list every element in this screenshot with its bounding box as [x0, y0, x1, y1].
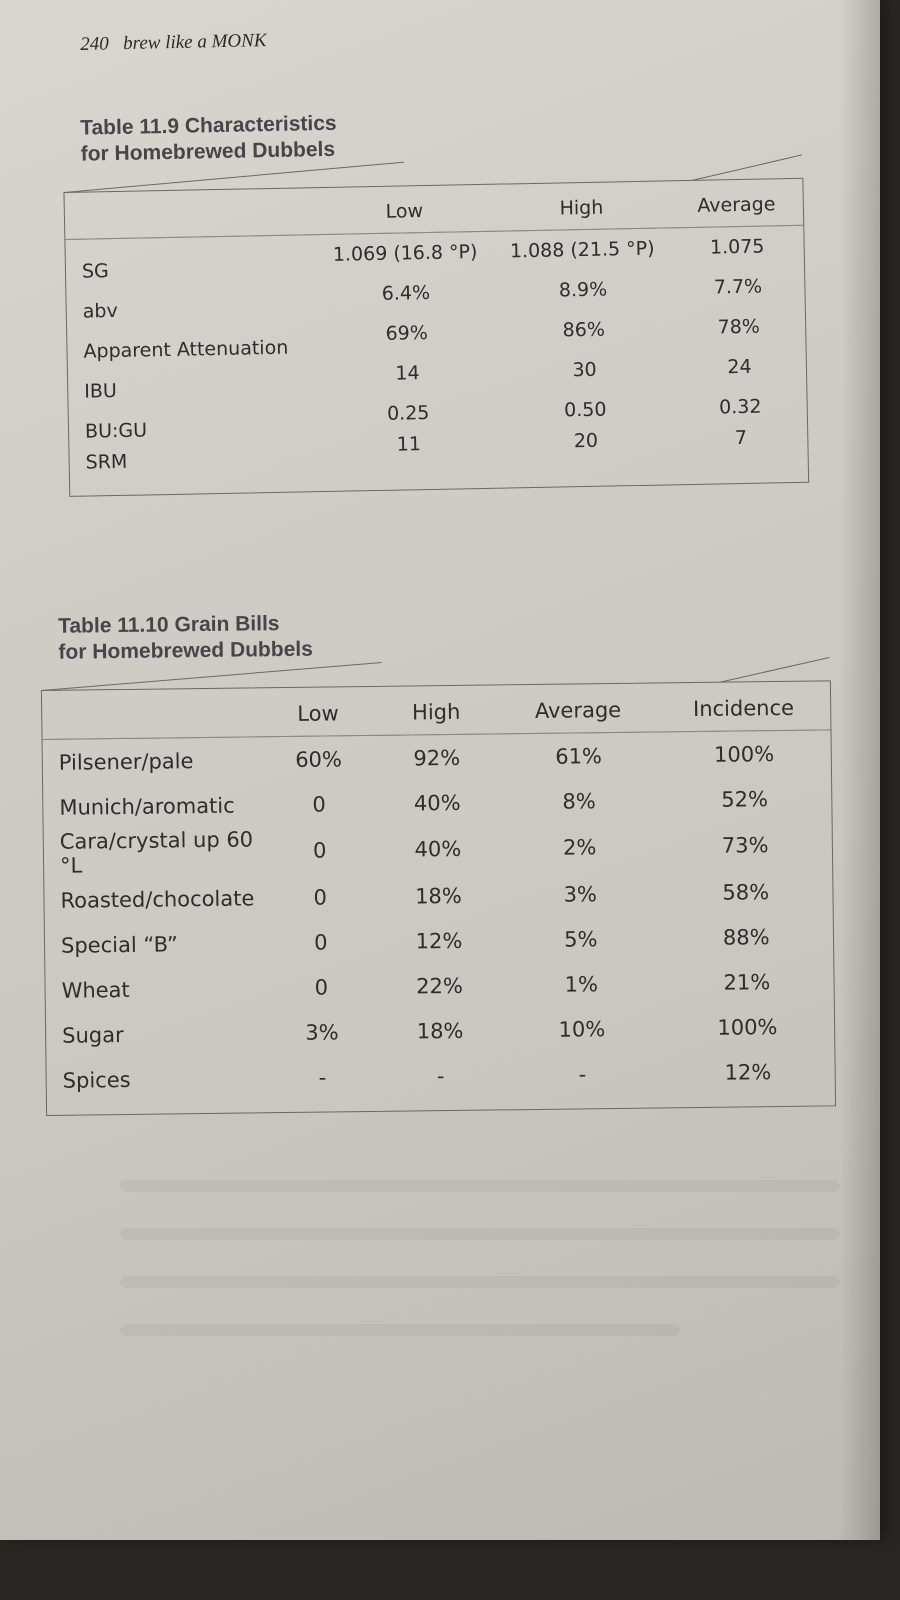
bleed-through-line [120, 1180, 840, 1192]
characteristics-table-block [62, 102, 809, 497]
page-number: 240 [80, 33, 109, 55]
cell-low: 0 [312, 838, 327, 863]
cell-high: 22% [416, 973, 464, 998]
cell-high: 92% [413, 745, 461, 770]
row-label: Munich/aromatic [59, 793, 235, 820]
cell-incidence: 12% [724, 1059, 772, 1085]
cell-low: 0 [314, 975, 329, 1000]
cell-low: 11 [396, 433, 422, 456]
cell-low: 0 [312, 792, 326, 817]
caption-line-2: for Homebrewed Dubbels [80, 137, 336, 166]
running-header [80, 30, 267, 56]
cell-incidence: 21% [723, 969, 771, 995]
cell-low: 6.4% [381, 281, 431, 305]
cell-incidence: 73% [721, 833, 769, 858]
column-header-label [42, 688, 263, 739]
caption-line-1: Table 11.9 Characteristics [80, 111, 337, 140]
column-header-high: High [373, 685, 500, 735]
column-header-label [64, 188, 316, 239]
grain-bills-table [42, 681, 835, 1115]
grain-bills-table-frame [41, 680, 836, 1116]
cell-incidence: 58% [722, 879, 770, 905]
cell-incidence: 100% [713, 741, 775, 767]
row-label: Sugar [62, 1022, 124, 1048]
cell-low: 60% [295, 746, 343, 772]
cell-low: - [318, 1065, 327, 1090]
cell-low: 0 [313, 885, 328, 910]
characteristics-table-frame [63, 178, 809, 497]
cell-average: 7 [734, 426, 748, 450]
cell-high: 40% [413, 790, 461, 815]
row-label: Cara/crystal up 60 °L [59, 827, 254, 878]
cell-average: 5% [564, 926, 598, 952]
grain-bills-table-block [40, 604, 836, 1116]
cell-low: 1.069 (16.8 °P) [332, 241, 478, 266]
row-label: SG [81, 260, 109, 283]
table-caption [40, 604, 831, 666]
column-header-high: High [492, 181, 670, 231]
cell-average: 7.7% [713, 275, 763, 299]
cell-high: 12% [415, 928, 463, 953]
column-header-low: Low [263, 687, 374, 737]
cell-low: 69% [385, 322, 429, 345]
cell-average: 1.075 [709, 235, 765, 259]
row-label: Apparent Attenuation [83, 336, 289, 363]
cell-high: 20 [573, 429, 599, 453]
caption-line-2: for Homebrewed Dubbels [58, 637, 313, 664]
cell-high: 0.50 [563, 398, 607, 422]
cell-incidence: 88% [722, 924, 770, 950]
cell-high: 86% [562, 318, 606, 342]
cell-low: 0.25 [386, 402, 430, 425]
cell-average: 78% [717, 315, 761, 339]
running-title: brew like a MONK [122, 30, 267, 55]
cell-low: 0 [313, 930, 328, 955]
row-label: Spices [62, 1067, 131, 1093]
cell-high: 1.088 (21.5 °P) [509, 237, 655, 263]
cell-average: 8% [562, 788, 596, 814]
cell-high: 40% [414, 836, 462, 862]
cell-average: 10% [558, 1016, 606, 1042]
caption-line-1: Table 11.10 Grain Bills [58, 612, 280, 638]
row-label: Roasted/chocolate [60, 885, 255, 913]
cell-average: - [578, 1061, 587, 1086]
cell-average: 1% [564, 971, 599, 997]
cell-low: 3% [305, 1019, 339, 1045]
cell-average: 0.32 [718, 395, 762, 419]
row-label: abv [82, 299, 118, 323]
bleed-through-line [120, 1276, 840, 1288]
cell-high: 8.9% [558, 278, 608, 302]
frame-slant-left [42, 662, 382, 691]
cell-high: 18% [414, 883, 462, 908]
cell-average: 2% [562, 835, 597, 860]
row-label: IBU [84, 380, 118, 403]
row-label: SRM [85, 450, 128, 474]
cell-average: 61% [555, 743, 603, 769]
row-label: BU:GU [84, 419, 148, 443]
cell-incidence: 52% [721, 786, 769, 812]
characteristics-table [64, 179, 808, 496]
cell-incidence: 100% [717, 1014, 778, 1040]
cell-high: 30 [572, 358, 597, 382]
cell-average: 24 [727, 355, 752, 379]
cell-high: 18% [416, 1018, 464, 1043]
cell-high: - [436, 1063, 445, 1088]
column-header-average: Average [670, 179, 804, 228]
cell-average: 3% [563, 881, 598, 907]
row-label: Pilsener/pale [58, 748, 194, 775]
frame-slant-right [692, 154, 802, 181]
column-header-incidence: Incidence [657, 681, 831, 732]
column-header-average: Average [499, 683, 657, 733]
row-label: Special “B” [60, 931, 178, 958]
table-row [46, 1048, 835, 1115]
frame-slant-right [720, 656, 830, 682]
row-label: Wheat [61, 977, 130, 1003]
page-edge-shadow [840, 0, 880, 1540]
bleed-through-line [120, 1324, 680, 1336]
column-header-low: Low [315, 185, 493, 235]
cell-low: 14 [395, 362, 420, 385]
bleed-through-line [120, 1228, 840, 1240]
